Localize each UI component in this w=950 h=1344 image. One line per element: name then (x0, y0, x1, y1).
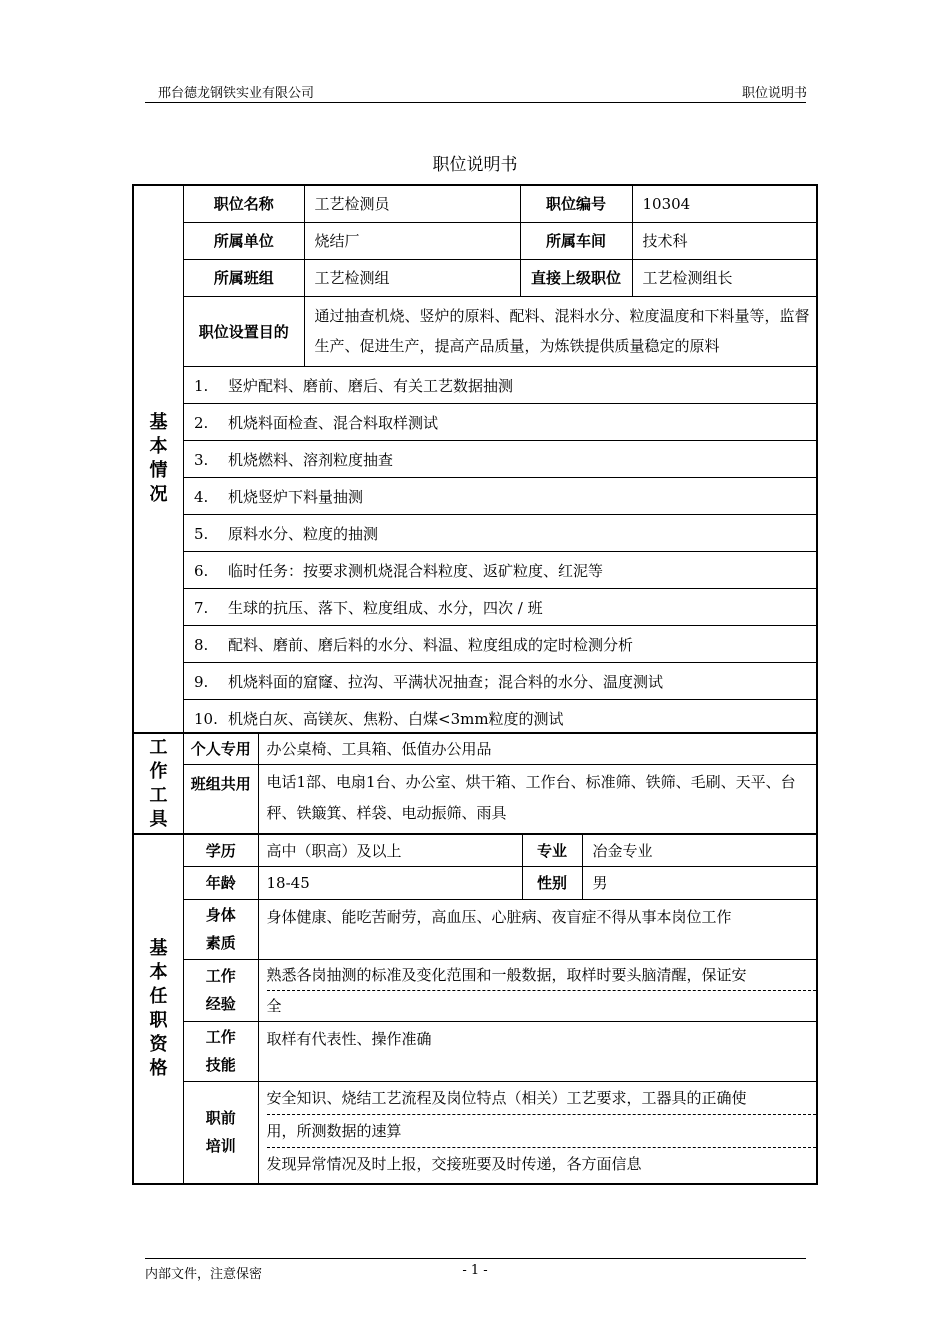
team-value: 工艺检测组 (304, 259, 520, 296)
physical-label: 身体 素质 (184, 899, 258, 959)
education-value: 高中（职高）及以上 (258, 835, 522, 866)
tools-table (184, 734, 816, 833)
experience-label: 工作 经验 (184, 959, 258, 1021)
age-value: 18-45 (258, 866, 522, 899)
duty-item: 5. 原料水分、粒度的抽测 (184, 515, 816, 552)
header-divider (145, 102, 806, 103)
gender-label: 性别 (522, 866, 582, 899)
basic-section-label: 基本情况 (134, 186, 184, 732)
header-company: 邢台德龙钢铁实业有限公司 (158, 86, 315, 101)
duty-item: 10. 机烧白灰、高镁灰、焦粉、白煤<3mm粒度的测试 (184, 700, 816, 737)
shared-tools: 电话1部、电扇1台、办公室、烘干箱、工作台、标准筛、铁筛、毛刷、天平、台秤、铁簸箕、样袋、电动振筛、雨具 (258, 764, 816, 833)
shared-tools-label: 班组共用 (184, 764, 258, 833)
experience-value: 熟悉各岗抽测的标准及变化范围和一般数据，取样时要头脑清醒，保证安 全 (258, 959, 816, 1021)
duty-item: 3. 机烧燃料、溶剂粒度抽查 (184, 441, 816, 478)
duty-item: 6. 临时任务：按要求测机烧混合料粒度、返矿粒度、红泥等 (184, 552, 816, 589)
skill-label: 工作 技能 (184, 1021, 258, 1081)
duty-item: 8. 配料、磨前、磨后料的水分、料温、粒度组成的定时检测分析 (184, 626, 816, 663)
duties-table (184, 366, 816, 737)
training-value: 安全知识、烧结工艺流程及岗位特点（相关）工艺要求，工器具的正确使 用，所测数据的速算 发现异常情况及时上报，交接班要及时传递，各方面信息 (258, 1081, 816, 1183)
workshop-value: 技术科 (632, 222, 816, 259)
age-label: 年龄 (184, 866, 258, 899)
basic-info-table (184, 186, 816, 366)
footer-confidential: 内部文件，注意保密 (145, 1267, 263, 1282)
gender-value: 男 (582, 866, 816, 899)
page-title: 职位说明书 (432, 155, 518, 175)
supervisor-label: 直接上级职位 (520, 259, 632, 296)
physical-value: 身体健康、能吃苦耐劳，高血压、心脏病、夜盲症不得从事本岗位工作 (258, 899, 816, 959)
skill-value: 取样有代表性、操作准确 (258, 1021, 816, 1081)
duty-item: 4. 机烧竖炉下料量抽测 (184, 478, 816, 515)
education-label: 学历 (184, 835, 258, 866)
position-name: 工艺检测员 (304, 186, 520, 222)
unit-value: 烧结厂 (304, 222, 520, 259)
page-number: - 1 - (462, 1263, 488, 1278)
position-name-label: 职位名称 (184, 186, 304, 222)
basic-section (132, 184, 818, 734)
duty-item: 7. 生球的抗压、落下、粒度组成、水分，四次 / 班 (184, 589, 816, 626)
major-value: 冶金专业 (582, 835, 816, 866)
personal-tools: 办公桌椅、工具箱、低值办公用品 (258, 734, 816, 764)
personal-tools-label: 个人专用 (184, 734, 258, 764)
duty-item: 9. 机烧料面的窟窿、拉沟、平满状况抽查；混合料的水分、温度测试 (184, 663, 816, 700)
qualifications-table (184, 835, 816, 1183)
footer-divider (145, 1258, 806, 1259)
major-label: 专业 (522, 835, 582, 866)
qualifications-section (132, 833, 818, 1185)
duty-item: 1. 竖炉配料、磨前、磨后、有关工艺数据抽测 (184, 367, 816, 404)
purpose-label: 职位设置目的 (184, 296, 304, 366)
tools-section-label: 工作工具 (134, 734, 184, 833)
header-doc-type: 职位说明书 (741, 86, 807, 101)
workshop-label: 所属车间 (520, 222, 632, 259)
position-code: 10304 (632, 186, 816, 222)
duty-item: 2. 机烧料面检查、混合料取样测试 (184, 404, 816, 441)
purpose-text: 通过抽查机烧、竖炉的原料、配料、混料水分、粒度温度和下料量等，监督生产、促进生产，提高产品质量，为炼铁提供质量稳定的原料 (304, 296, 816, 366)
supervisor-value: 工艺检测组长 (632, 259, 816, 296)
unit-label: 所属单位 (184, 222, 304, 259)
position-code-label: 职位编号 (520, 186, 632, 222)
qualifications-section-label: 基本任职资格 (134, 835, 184, 1183)
training-label: 职前 培训 (184, 1081, 258, 1183)
team-label: 所属班组 (184, 259, 304, 296)
tools-section (132, 732, 818, 835)
